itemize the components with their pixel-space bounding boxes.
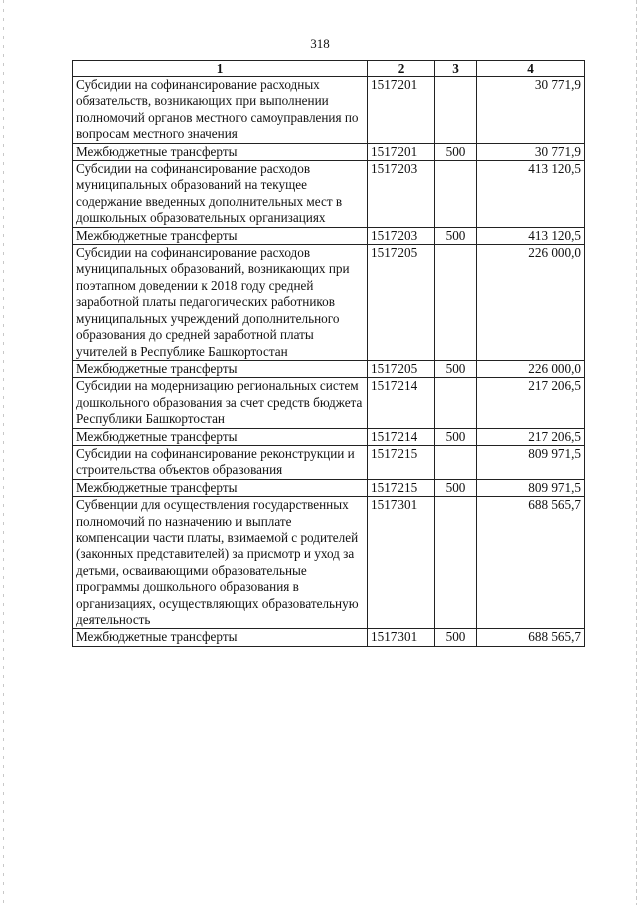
table-row [73, 245, 585, 361]
row-name: Субсидии на софинансирование расходов муниципальных образований, возникающих при поэтапном доведении к 2018 году средней заработной платы педагогических работников муниципальных учреждений дополнительного образования до средней заработной платы учителей в Республике Башкортостан [73, 245, 368, 361]
row-type: 500 [435, 143, 477, 160]
row-code: 1517205 [368, 245, 435, 361]
row-type [435, 497, 477, 629]
row-name: Межбюджетные трансферты [73, 629, 368, 646]
row-code: 1517203 [368, 161, 435, 228]
row-code: 1517214 [368, 378, 435, 428]
row-code: 1517215 [368, 479, 435, 496]
row-amount: 217 206,5 [477, 378, 585, 428]
table-row [73, 445, 585, 479]
row-type: 500 [435, 629, 477, 646]
row-amount: 688 565,7 [477, 629, 585, 646]
row-code: 1517201 [368, 143, 435, 160]
row-amount: 809 971,5 [477, 445, 585, 479]
table-row [73, 629, 585, 646]
row-name: Межбюджетные трансферты [73, 143, 368, 160]
row-name: Межбюджетные трансферты [73, 479, 368, 496]
table-row [73, 143, 585, 160]
row-amount: 809 971,5 [477, 479, 585, 496]
budget-table [72, 60, 585, 647]
row-type [435, 161, 477, 228]
row-name: Межбюджетные трансферты [73, 360, 368, 377]
row-type [435, 245, 477, 361]
row-code: 1517301 [368, 497, 435, 629]
row-code: 1517214 [368, 428, 435, 445]
row-code: 1517203 [368, 227, 435, 244]
table-row [73, 161, 585, 228]
row-name: Субсидии на софинансирование расходов муниципальных образований на текущее содержание введенных дополнительных мест в дошкольных образовательных организациях [73, 161, 368, 228]
row-name: Субвенции для осуществления государственных полномочий по назначению и выплате компенсации части платы, взимаемой с родителей (законных представителей) за присмотр и уход за детьми, осваивающими образовательные программы дошкольного образования в организациях, осуществляющих образовательную деятельность [73, 497, 368, 629]
row-name: Субсидии на модернизацию региональных систем дошкольного образования за счет средств бюджета Республики Башкортостан [73, 378, 368, 428]
row-code: 1517201 [368, 77, 435, 144]
row-amount: 688 565,7 [477, 497, 585, 629]
header-col-4: 4 [477, 61, 585, 77]
row-amount: 226 000,0 [477, 245, 585, 361]
row-name: Субсидии на софинансирование реконструкции и строительства объектов образования [73, 445, 368, 479]
row-type [435, 378, 477, 428]
row-amount: 413 120,5 [477, 227, 585, 244]
row-type [435, 77, 477, 144]
row-amount: 30 771,9 [477, 143, 585, 160]
row-amount: 226 000,0 [477, 360, 585, 377]
table-row [73, 479, 585, 496]
page-number: 318 [310, 36, 330, 51]
table-row [73, 497, 585, 629]
header-col-3: 3 [435, 61, 477, 77]
scan-edge-right [636, 0, 637, 905]
row-amount: 217 206,5 [477, 428, 585, 445]
header-col-2: 2 [368, 61, 435, 77]
row-amount: 30 771,9 [477, 77, 585, 144]
row-type: 500 [435, 428, 477, 445]
table-row [73, 360, 585, 377]
row-code: 1517301 [368, 629, 435, 646]
table-row [73, 428, 585, 445]
table-row [73, 77, 585, 144]
row-type: 500 [435, 227, 477, 244]
header-col-1: 1 [73, 61, 368, 77]
row-type [435, 445, 477, 479]
row-name: Субсидии на софинансирование расходных обязательств, возникающих при выполнении полномочий органов местного самоуправления по вопросам местного значения [73, 77, 368, 144]
row-type: 500 [435, 479, 477, 496]
row-amount: 413 120,5 [477, 161, 585, 228]
row-type: 500 [435, 360, 477, 377]
table-header-row [73, 61, 585, 77]
table-row [73, 378, 585, 428]
row-name: Межбюджетные трансферты [73, 227, 368, 244]
table-row [73, 227, 585, 244]
row-code: 1517205 [368, 360, 435, 377]
row-code: 1517215 [368, 445, 435, 479]
scan-edge-left [3, 0, 4, 905]
row-name: Межбюджетные трансферты [73, 428, 368, 445]
